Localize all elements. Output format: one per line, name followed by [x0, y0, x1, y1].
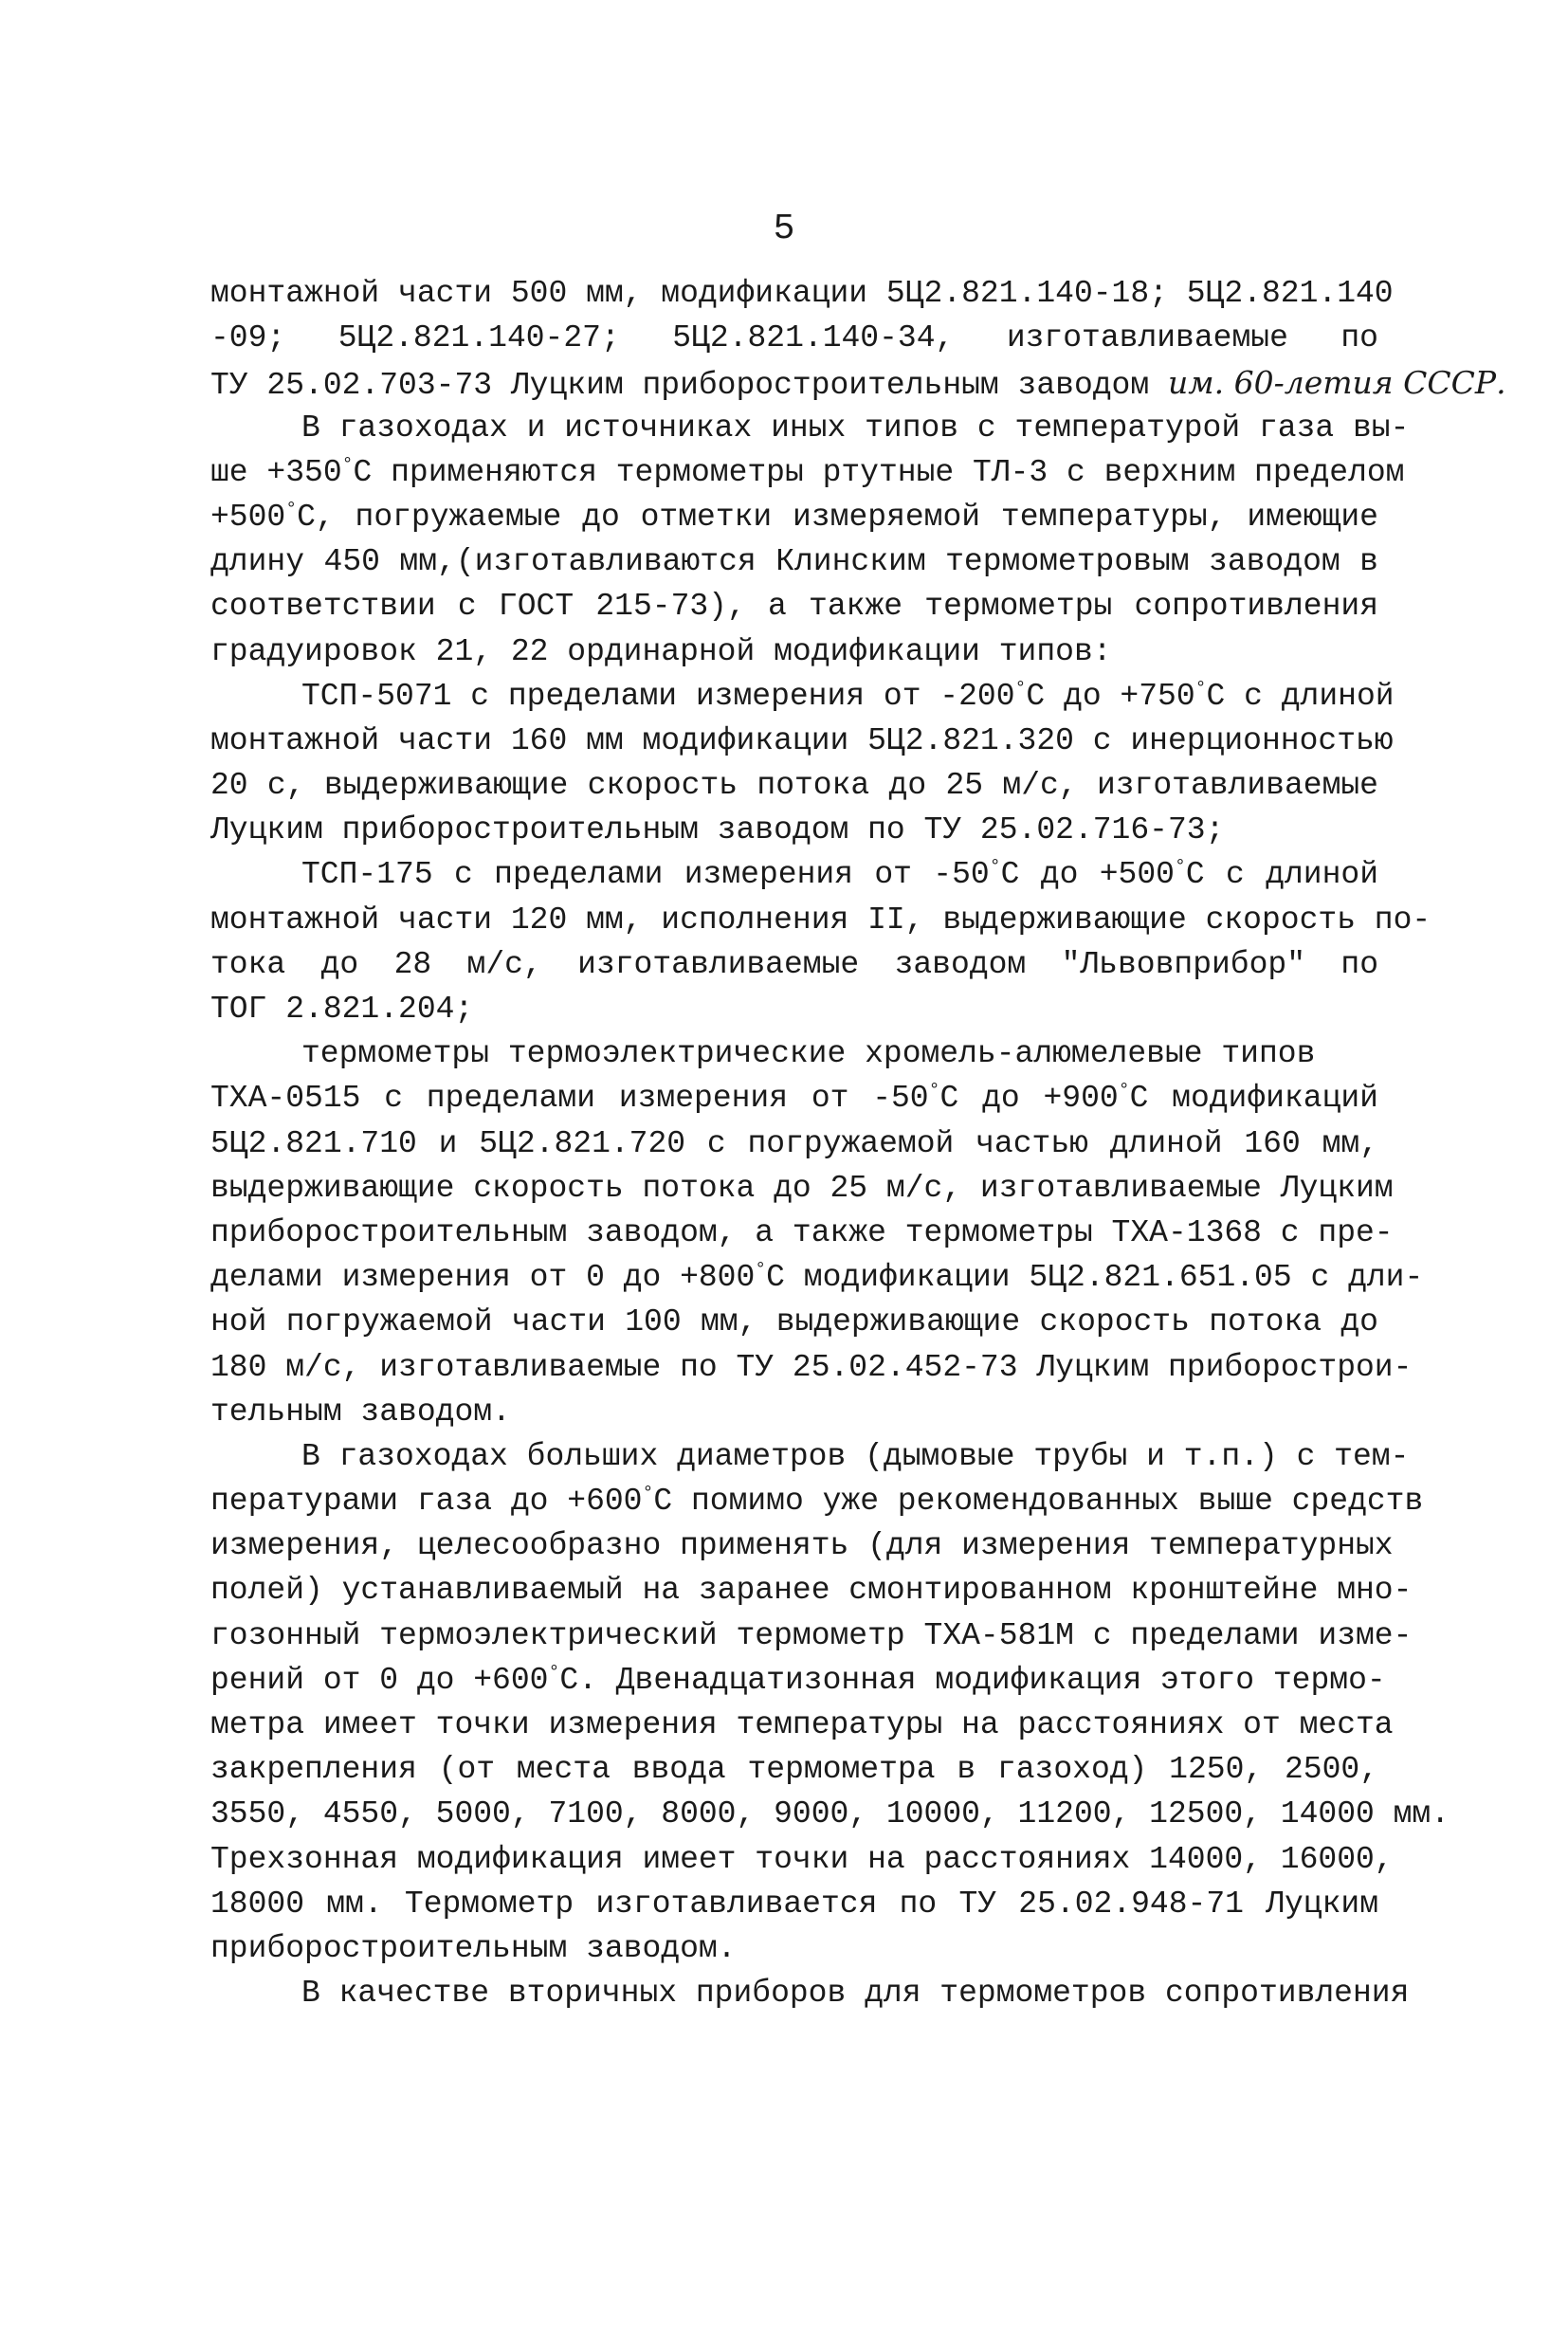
text-line: ТСП-175 с пределами измерения от -50°С до +500°С с длиной [301, 856, 1378, 893]
text-line: тока до 28 м/с, изготавливаемые заводом "Львовприбор" по [210, 946, 1378, 982]
text-line: тельным заводом. [210, 1394, 511, 1430]
handwritten-annotation: им. 60-летия СССР. [1167, 364, 1506, 402]
text-line: Трехзонная модификация имеет точки на расстояниях 14000, 16000, [210, 1841, 1394, 1877]
text-line: закрепления (от места ввода термометра в газоход) 1250, 2500, [210, 1752, 1378, 1788]
text-line: +500°С, погружаемые до отметки измеряемой температуры, имеющие [210, 498, 1378, 535]
text-line: ТОГ 2.821.204; [210, 992, 474, 1027]
text-line: пературами газа до +600°С помимо уже рекомендованных выше средств [210, 1483, 1424, 1520]
paragraph-tsp-5071 [210, 674, 1395, 853]
text-line: 3550, 4550, 5000, 7100, 8000, 9000, 10000, 11200, 12500, 14000 мм. [210, 1796, 1450, 1832]
text-line: 180 м/с, изготавливаемые по ТУ 25.02.452-73 Луцким приборострои- [210, 1349, 1413, 1385]
text-line: Луцким приборостроительным заводом по ТУ 25.02.716-73; [210, 812, 1225, 848]
text-line: длину 450 мм,(изготавливаются Клинским термометровым заводом в [210, 544, 1378, 580]
text-line: -09; 5Ц2.821.140-27; 5Ц2.821.140-34, изготавливаемые по [210, 320, 1378, 356]
paragraph-tsp-175 [210, 852, 1431, 1031]
text-line: монтажной части 500 мм, модификации 5Ц2.821.140-18; 5Ц2.821.140 [210, 276, 1394, 311]
text-line: гозонный термоэлектрический термометр ТХА-581М с пределами изме- [210, 1617, 1413, 1653]
text-line: градуировок 21, 22 ординарной модификации типов: [210, 633, 1112, 669]
text-line: измерения, целесообразно применять (для измерения температурных [210, 1528, 1394, 1564]
text-line: приборостроительным заводом, а также термометры ТХА-1368 с пре- [210, 1214, 1394, 1250]
paragraph-secondary-instruments [210, 1971, 1410, 2015]
paragraph-continuation [210, 271, 1506, 406]
text-line: ТСП-5071 с пределами измерения от -200°С до +750°С с длиной [301, 677, 1395, 714]
text-line: ТХА-0515 с пределами измерения от -50°С до +900°С модификаций [210, 1080, 1378, 1117]
text-line: 20 с, выдерживающие скорость потока до 25 м/с, изготавливаемые [210, 768, 1378, 804]
text-line: ной погружаемой части 100 мм, выдерживающие скорость потока до [210, 1304, 1378, 1340]
text-line: В газоходах и источниках иных типов с температурой газа вы- [301, 410, 1410, 446]
page-body [210, 271, 1506, 2015]
page-number: 5 [773, 209, 795, 249]
text-line: метра имеет точки измерения температуры на расстояниях от места [210, 1707, 1394, 1742]
text-line: ше +350°С применяются термометры ртутные ТЛ-3 с верхним пределом [210, 453, 1405, 490]
text-line: полей) устанавливаемый на заранее смонтированном кронштейне мно- [210, 1573, 1413, 1609]
paragraph-large-diameter-flues [210, 1434, 1450, 1971]
paragraph-thermocouples [210, 1031, 1424, 1434]
text-line: соответствии с ГОСТ 215-73), а также термометры сопротивления [210, 589, 1378, 625]
text-line: выдерживающие скорость потока до 25 м/с, изготавливаемые Луцким [210, 1170, 1394, 1206]
text-line: В качестве вторичных приборов для термометров сопротивления [301, 1976, 1410, 2012]
text-line: В газоходах больших диаметров (дымовые трубы и т.п.) с тем- [301, 1438, 1410, 1474]
text-line: рений от 0 до +600°С. Двенадцатизонная модификация этого термо- [210, 1661, 1386, 1698]
text-line: термометры термоэлектрические хромель-алюмелевые типов [301, 1036, 1316, 1072]
text-line: приборостроительным заводом. [210, 1930, 737, 1966]
paragraph-flue-gas-thermometers [210, 406, 1410, 674]
text-line: 18000 мм. Термометр изготавливается по ТУ 25.02.948-71 Луцким [210, 1886, 1378, 1922]
text-line [210, 360, 1506, 405]
text-line-segment: ТУ 25.02.703-73 Луцким приборостроительным заводом [210, 368, 1150, 404]
text-line: делами измерения от 0 до +800°С модификации 5Ц2.821.651.05 с дли- [210, 1259, 1424, 1296]
text-line: монтажной части 160 мм модификации 5Ц2.821.320 с инерционностью [210, 722, 1394, 758]
text-line: монтажной части 120 мм, исполнения II, выдерживающие скорость по- [210, 902, 1431, 938]
text-line: 5Ц2.821.710 и 5Ц2.821.720 с погружаемой частью длиной 160 мм, [210, 1125, 1378, 1161]
